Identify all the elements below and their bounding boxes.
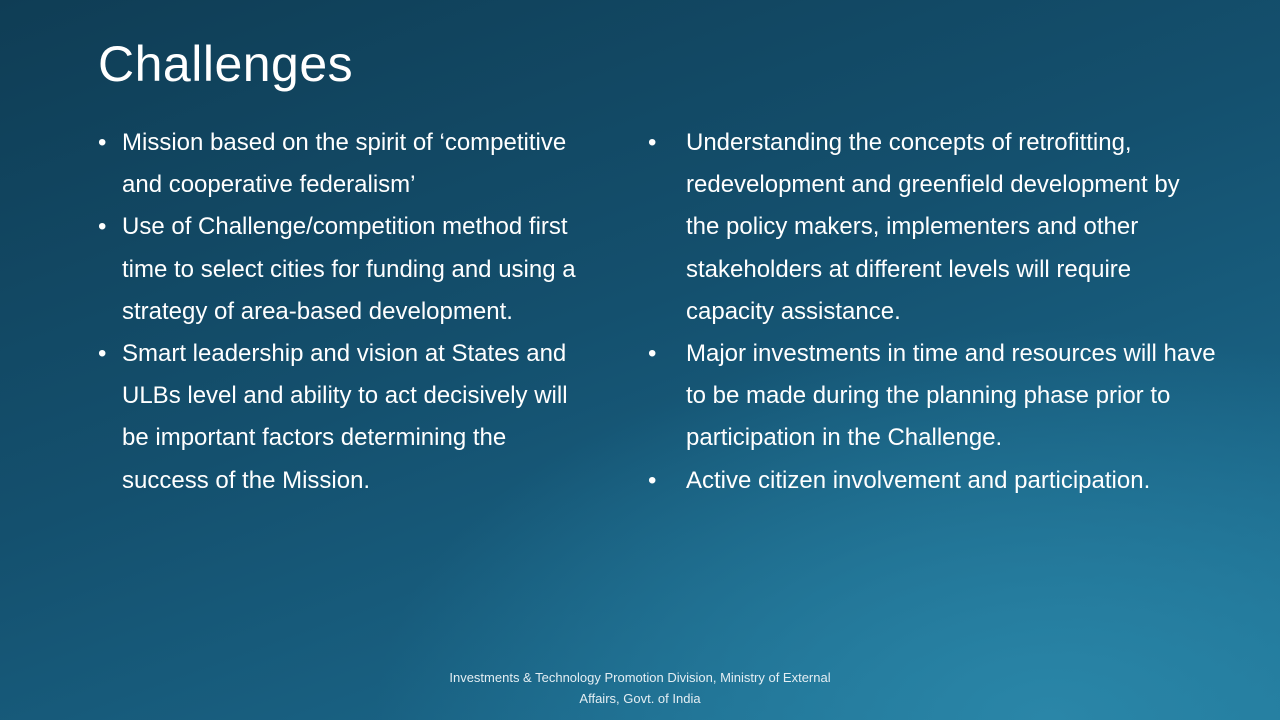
bullet-icon: • — [98, 129, 107, 156]
bullet-item — [648, 460, 1218, 502]
bullet-text: Understanding the concepts of retrofitting, redevelopment and greenfield development by the policy makers, implementers and other stakeholders at different levels will require capacity assistance. — [686, 129, 1180, 325]
bullet-text: Smart leadership and vision at States and ULBs level and ability to act decisively will be important factors determining the success of the Mission. — [122, 340, 568, 494]
bullet-text: Active citizen involvement and participation. — [686, 466, 1151, 494]
bullet-text: Major investments in time and resources will have to be made during the planning phase prior to participation in the Challenge. — [686, 340, 1216, 452]
bullet-icon: • — [648, 129, 657, 156]
slide-footer: Investments & Technology Promotion Division, Ministry of External Affairs, Govt. of India — [449, 670, 831, 706]
slide-title: Challenges — [98, 36, 354, 92]
bullet-item — [98, 122, 598, 206]
bullet-icon: • — [98, 213, 107, 241]
left-bullet-list — [98, 122, 598, 502]
bullet-item — [98, 333, 598, 502]
right-bullet-list — [648, 122, 1218, 502]
bullet-text: Use of Challenge/competition method first time to select cities for funding and using a strategy of area-based development. — [122, 213, 576, 325]
bullet-item — [648, 333, 1218, 460]
bullet-icon: • — [98, 340, 107, 368]
bullet-item — [98, 206, 598, 333]
bullet-text: Mission based on the spirit of ‘competitive and cooperative federalism’ — [122, 129, 567, 199]
bullet-icon: • — [648, 340, 657, 368]
bullet-item — [648, 122, 1218, 333]
bullet-icon: • — [648, 466, 657, 494]
